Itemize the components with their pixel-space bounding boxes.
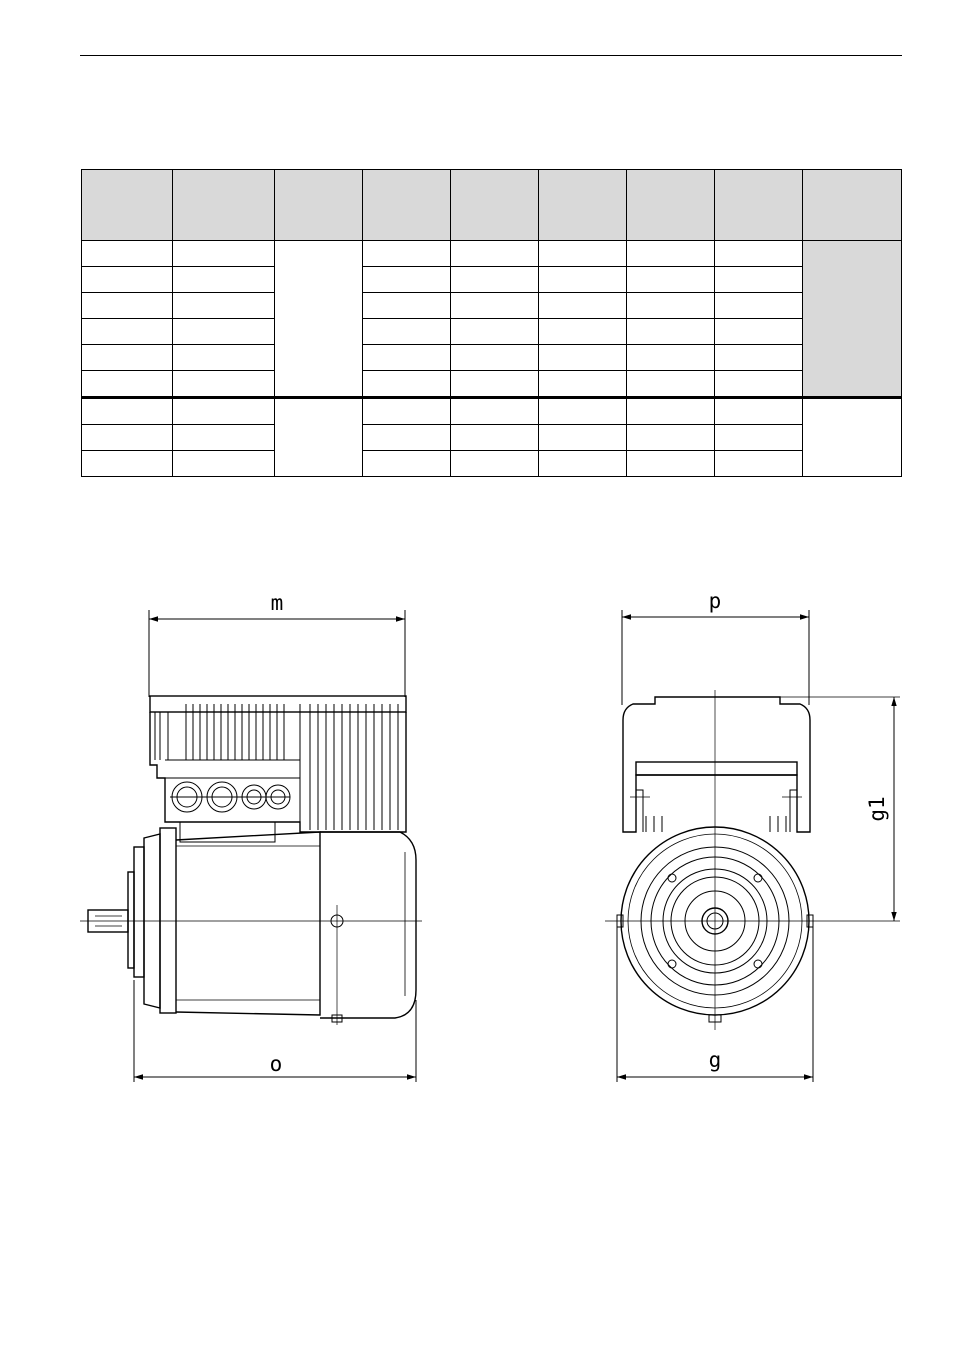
terminal-box xyxy=(150,696,406,842)
motor-body xyxy=(88,828,416,1022)
terminal-box-front xyxy=(623,697,810,832)
dim-label-p: p xyxy=(708,589,722,613)
front-view xyxy=(605,610,900,1082)
dim-label-m: m xyxy=(270,591,284,615)
dim-label-g1: g1 xyxy=(865,796,889,822)
dim-label-o: o xyxy=(269,1052,283,1076)
dim-label-g: g xyxy=(708,1048,722,1072)
side-view xyxy=(80,610,422,1082)
